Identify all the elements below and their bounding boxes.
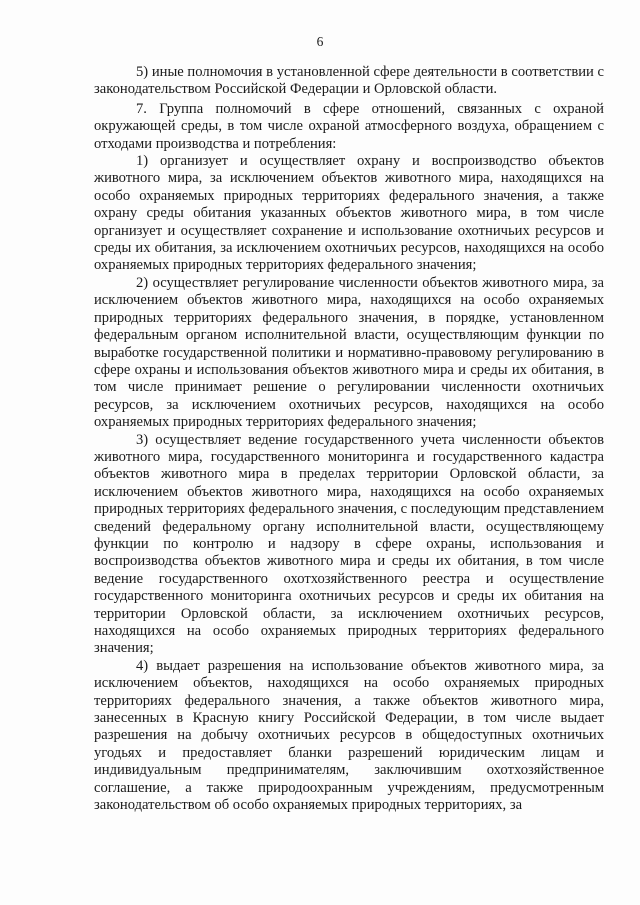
paragraph-item-5: 5) иные полномочия в установленной сфере деятельности в соответствии с законодательством Российской Федерации и Орловской области.	[94, 64, 604, 98]
paragraph-item-2: 2) осуществляет регулирование численности объектов животного мира, за исключением объектов животного мира, находящихся на особо охраняемых природных территориях федерального значения, в порядке, установленном федеральным органом исполнительной власти, осуществляющим функции по выработке государственной политики и нормативно-правовому регулированию в сфере охраны и использования объектов животного мира и среды их обитания, в том числе принимает решение о регулировании численности охотничьих ресурсов, за исключением охотничьих ресурсов, находящихся на особо охраняемых природных территориях федерального значения;	[94, 274, 604, 431]
paragraph-item-1: 1) организует и осуществляет охрану и воспроизводство объектов животного мира, за исключением объектов животного мира, находящихся на особо охраняемых природных территориях федерального значения, а также охрану среды обитания указанных объектов животного мира, в том числе организует и осуществляет сохранение и использование охотничьих ресурсов и среды их обитания, за исключением охотничьих ресурсов, находящихся на особо охраняемых природных территориях федерального значения;	[94, 153, 604, 274]
page-number: 6	[316, 34, 324, 49]
paragraph-section-7: 7. Группа полномочий в сфере отношений, связанных с охраной окружающей среды, в том числе охраной атмосферного воздуха, обращением с отходами производства и потребления:	[94, 100, 604, 152]
paragraph-item-4: 4) выдает разрешения на использование объектов животного мира, за исключением объектов, находящихся на особо охраняемых природных территориях федерального значения, а также объектов животного мира, занесенных в Красную книгу Российской Федерации, в том числе выдает разрешения на добычу охотничьих ресурсов в общедоступных охотничьих угодьях и предоставляет бланки разрешений юридическим лицам и индивидуальным предпринимателям, заключившим охотхозяйственное соглашение, а также природоохранным учреждениям, предусмотренным законодательством об особо охраняемых природных территориях, за	[94, 657, 604, 814]
document-body	[94, 64, 604, 814]
paragraph-item-3: 3) осуществляет ведение государственного учета численности объектов животного мира, государственного мониторинга и государственного кадастра объектов животного мира в пределах территории Орловской области, за исключением объектов животного мира, находящихся на особо охраняемых природных территориях федерального значения, с последующим представлением сведений федеральному органу исполнительной власти, осуществляющему функции по контролю и надзору в сфере охраны, использования и воспроизводства объектов животного мира и среды их обитания, в том числе ведение государственного охотхозяйственного реестра и осуществление государственного мониторинга охотничьих ресурсов и среды их обитания на территории Орловской области, за исключением охотничьих ресурсов, находящихся на особо охраняемых природных территориях федерального значения;	[94, 431, 604, 657]
